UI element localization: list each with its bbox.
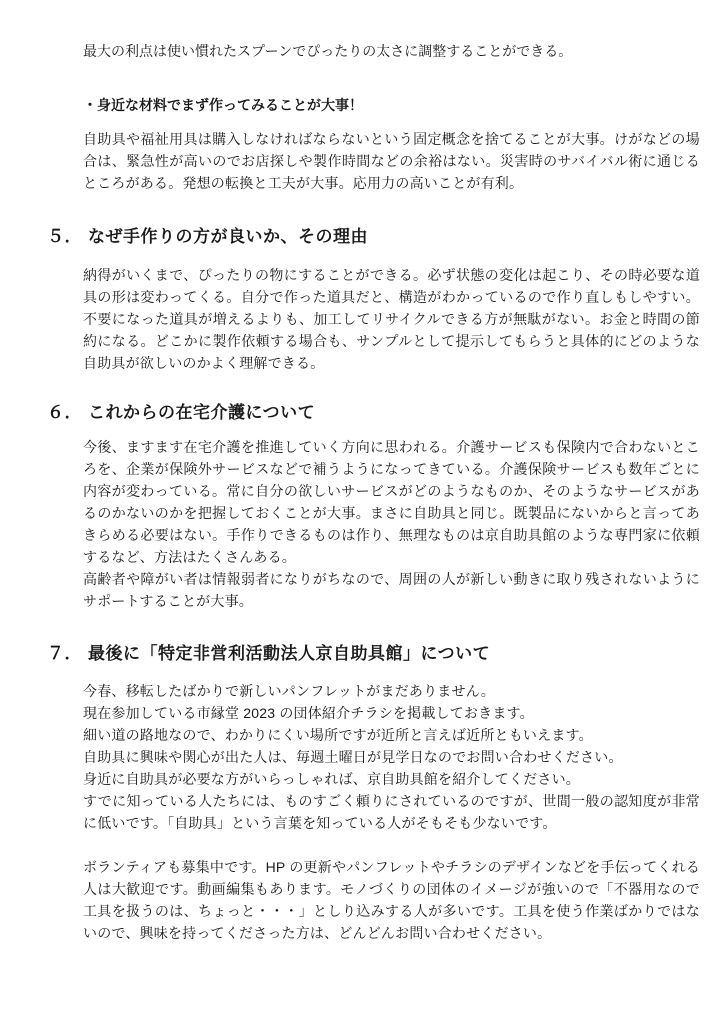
section-5 [47,224,700,374]
section-7-title: 最後に「特定非営利活動法人京自助具館」について [88,644,491,663]
section-5-title: なぜ手作りの方が良いか、その理由 [88,227,368,246]
section-6-number: ６． [47,403,82,422]
intro-line: 最大の利点は使い慣れたスプーンでぴったりの太さに調整することができる。 [83,43,573,59]
section-7-number: ７． [47,644,82,663]
section-6-heading [47,400,700,426]
text-column [47,40,700,944]
section-5-paragraph: 納得がいくまで、ぴったりの物にすることができる。必ず状態の変化は起こり、その時必要な道具の形は変わってくる。自分で作った道具だと、構造がわかっているので作り直しもしやすい。不要になった道具が増えるよりも、加工してリサイクルできる方が無駄がない。お金と時間の節約になる。どこかに製作依頼する場合も、サンプルとして提示してもらうと具体的にどのような自助具が欲しいのかよく理解できる。 [83,267,700,371]
info-line: 身近に自助具が必要な方がいらっしゃれば、京自助具館を紹介してください。 [83,771,580,787]
intro-paragraph: 自助具や福祉用具は購入しなければならないという固定概念を捨てることが大事。けがなどの場合は、緊急性が高いのでお店探しや製作時間などの余裕はない。災害時のサバイバル術に通じるところがある。発想の転換と工夫が大事。応用力の高いことが有利。 [83,131,700,191]
section-6-paragraph: 高齢者や障がい者は情報弱者になりがちなので、周囲の人が新しい動きに取り残されないようにサポートすることが大事。 [83,571,700,609]
section-6-title: これからの在宅介護について [88,403,316,422]
section-7-heading [47,641,700,667]
section-6-paragraph: 今後、ますます在宅介護を推進していく方向に思われる。介護サービスも保険内で合わないところを、企業が保険外サービスなどで補うようになってきている。介護保険サービスも数年ごとに内容が変わっている。常に自分の欲しいサービスがどのようなものか、そのようなサービスがあるのかないのかを把握しておくことが大事。まさに自助具と同じ。既製品にないからと言ってあきらめる必要はない。手作りできるものは作り、無理なものは京自助具館のような専門家に依頼するなど、方法はたくさんある。 [83,439,700,565]
info-line: 現在参加している市縁堂 2023 の団体紹介チラシを掲載しておきます。 [83,705,534,721]
closing-paragraph: ボランティアも募集中です。HP の更新やパンフレットやチラシのデザインなどを手伝ってくれる人は大歓迎です。動画編集もあります。モノづくりの団体のイメージが強いので「不器用なので工具を扱うのは、ちょっと・・・」としり込みする人が多いです。工具を使う作業ばかりではないので、興味を持ってくださった方は、どんどんお問い合わせください。 [83,859,700,941]
bullet-note: ・身近な材料でまず作ってみることが大事！ [83,97,363,113]
section-5-number: ５． [47,227,82,246]
info-line: 自助具に興味や関心が出た人は、毎週土曜日が見学日なのでお問い合わせください。 [83,749,623,765]
info-line: 今春、移転したばかりで新しいパンフレットがまだありません。 [83,683,495,699]
info-line: 細い道の路地なので、わかりにくい場所ですが近所と言えば近所ともいえます。 [83,727,593,743]
info-line: すでに知っている人たちには、ものすごく頼りにされているのですが、世間一般の認知度が非常に低いです。「自助具」という言葉を知っている人がそもそも少ないです。 [83,793,700,831]
section-7 [47,641,700,944]
section-6 [47,400,700,612]
section-5-heading [47,224,700,250]
